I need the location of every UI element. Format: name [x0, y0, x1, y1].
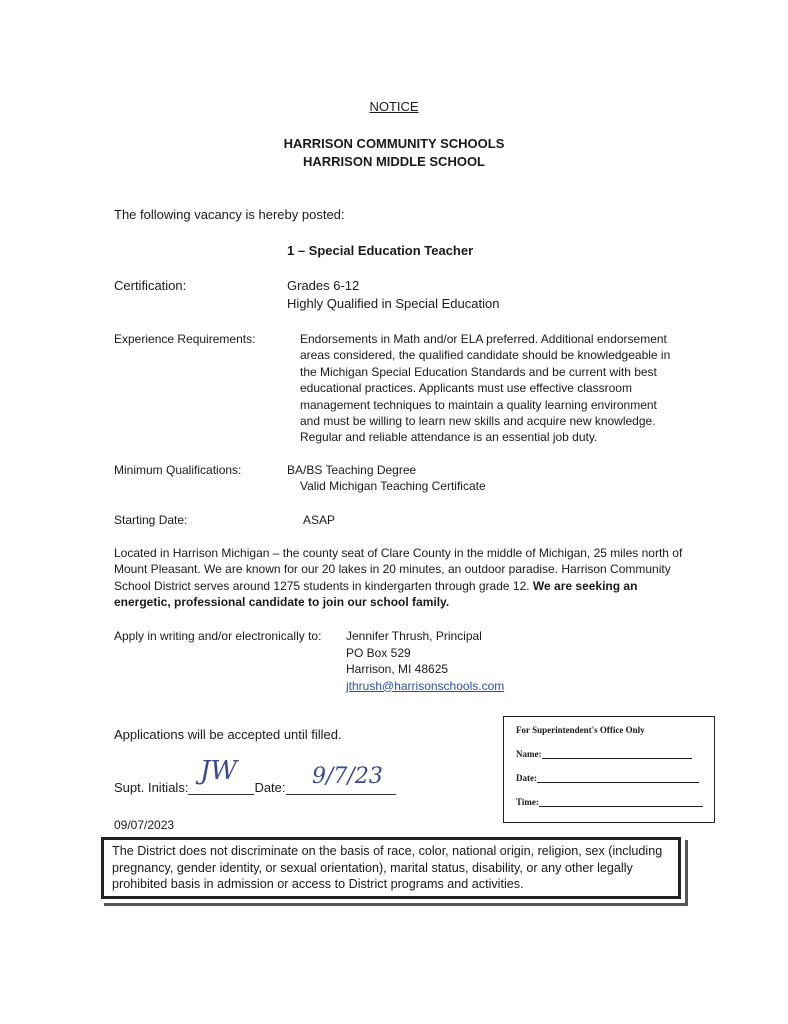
apply-name: Jennifer Thrush, Principal	[346, 629, 482, 643]
certification-label: Certification:	[114, 278, 187, 293]
supt-initials-signature: JW	[200, 756, 238, 786]
minimum-label: Minimum Qualifications:	[114, 463, 242, 477]
position-title: 1 – Special Education Teacher	[287, 243, 474, 258]
apply-label: Apply in writing and/or electronically to:	[114, 629, 322, 643]
office-box-header: For Superintendent's Office Only	[516, 725, 645, 735]
notice-title: NOTICE	[369, 99, 419, 114]
apply-email-link[interactable]: jthrush@harrisonschools.com	[346, 678, 505, 693]
school-name: HARRISON MIDDLE SCHOOL	[303, 154, 485, 169]
accepted-text: Applications will be accepted until filled.	[114, 727, 342, 742]
office-name-field[interactable]	[542, 748, 692, 759]
apply-address	[346, 628, 504, 694]
certification-line-1: Grades 6-12	[287, 278, 360, 293]
about-bold-text: We are seeking an energetic, professional candidate to join our school family.	[114, 578, 638, 609]
starting-value: ASAP	[303, 513, 336, 527]
district-name: HARRISON COMMUNITY SCHOOLS	[283, 136, 505, 151]
office-date-field[interactable]	[537, 772, 699, 783]
about-paragraph	[114, 545, 694, 610]
minimum-line-1: BA/BS Teaching Degree	[287, 463, 417, 477]
experience-text: Endorsements in Math and/or ELA preferred. Additional endorsement areas considered, the qualified candidate should be knowledgeable in the Michigan Special Education Standards and be current with best educational practices. Applicants must use effective classroom management techniques to maintain a quality learning environment and must be willing to learn new skills and acquire new knowledge. Regular and reliable attendance is an essential job duty.	[300, 332, 671, 445]
minimum-line-2: Valid Michigan Teaching Certificate	[300, 479, 486, 493]
intro-text: The following vacancy is hereby posted:	[114, 207, 345, 222]
starting-label: Starting Date:	[114, 513, 188, 527]
experience-label: Experience Requirements:	[114, 332, 256, 346]
nondiscrimination-notice: The District does not discriminate on the basis of race, color, national origin, religion, sex (including pregnancy, gender identity, or sexual orientation), marital status, disability, or any other legally prohibited basis in admission or access to District programs and activities.	[101, 837, 681, 899]
office-time-label: Time:	[516, 797, 539, 807]
supt-date-label: Date:	[254, 780, 286, 795]
posted-date: 09/07/2023	[114, 818, 175, 832]
superintendent-office-box	[503, 716, 715, 823]
office-date-label: Date:	[516, 773, 537, 783]
apply-city: Harrison, MI 48625	[346, 662, 449, 676]
about-text: Located in Harrison Michigan – the county seat of Clare County in the middle of Michigan, 25 miles north of Mount Pleasant. We are known for our 20 lakes in 20 minutes, an outdoor paradise. Harrison Community School District serves around 1275 students in kindergarten through grade 12.	[114, 546, 683, 593]
apply-po-box: PO Box 529	[346, 645, 411, 660]
office-name-label: Name:	[516, 749, 542, 759]
certification-line-2: Highly Qualified in Special Education	[287, 296, 500, 311]
supt-date-signature: 9/7/23	[312, 764, 383, 789]
office-time-field[interactable]	[539, 796, 703, 807]
supt-initials-label: Supt. Initials:	[114, 780, 189, 795]
